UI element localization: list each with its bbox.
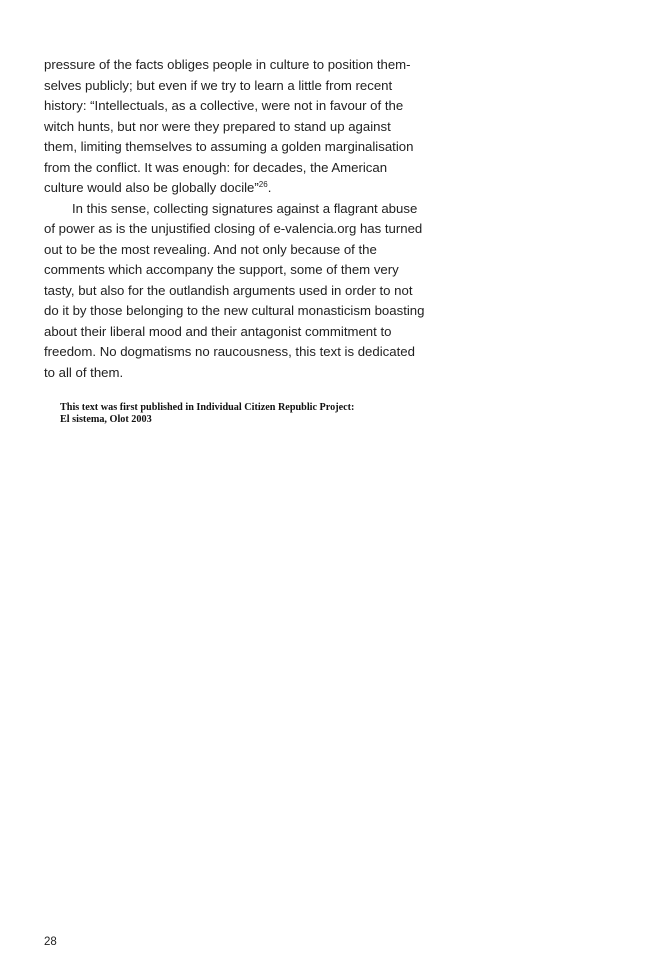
body-line-end: . (267, 180, 272, 195)
page-number: 28 (44, 936, 57, 948)
body-line: tasty, but also for the outlandish arguments used in order to not (44, 282, 413, 298)
body-line: about their liberal mood and their antagonist commitment to (44, 323, 392, 339)
publication-note-line: El sistema, Olot 2003 (60, 413, 152, 425)
body-line: pressure of the facts obliges people in culture to position them- (44, 57, 411, 72)
footnote-reference[interactable]: 26 (258, 180, 268, 189)
body-text (44, 55, 436, 383)
body-line: to all of them. (44, 364, 124, 380)
body-line: out to be the most revealing. And not only because of the (44, 241, 377, 257)
body-line-text: culture would also be globally docile” (44, 180, 259, 195)
publication-note-line: This text was first published in Individual Citizen Republic Project: (60, 402, 355, 413)
body-line: comments which accompany the support, some of them very (44, 262, 399, 277)
publication-note (60, 402, 354, 425)
body-line: from the conflict. It was enough: for decades, the American (44, 159, 388, 175)
body-line: selves publicly; but even if we try to learn a little from recent (44, 77, 393, 93)
body-line: them, limiting themselves to assuming a golden marginalisation (44, 139, 414, 154)
paragraph-start-line: In this sense, collecting signatures against a flagrant abuse (72, 200, 418, 216)
body-line: do it by those belonging to the new cultural monasticism boasting (44, 303, 425, 318)
body-line: history: “Intellectuals, as a collective, were not in favour of the (44, 98, 404, 113)
body-line: freedom. No dogmatisms no raucousness, this text is dedicated (44, 344, 415, 359)
body-line: witch hunts, but nor were they prepared to stand up against (44, 118, 391, 134)
body-line: of power as is the unjustified closing of e-valencia.org has turned (44, 221, 423, 236)
body-line-with-footnote (44, 178, 436, 199)
